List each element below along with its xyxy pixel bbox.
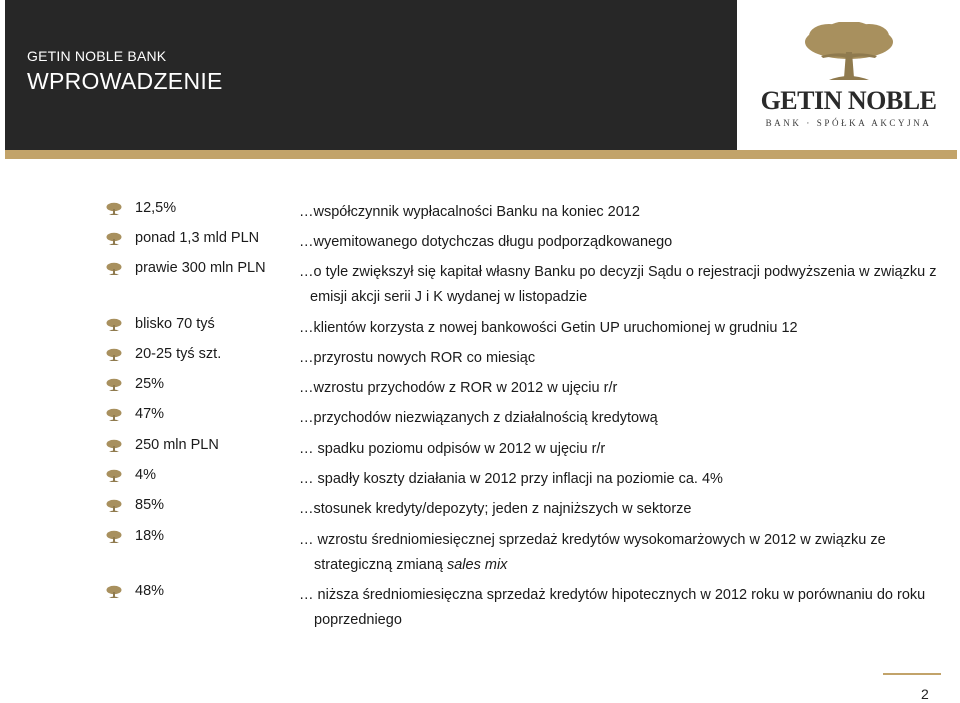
item-value: 20-25 tyś szt.: [135, 346, 222, 362]
description-line: …klientów korzysta z nowej bankowości Getin UP uruchomionej w grudniu 12: [299, 320, 798, 336]
item-value: 85%: [135, 497, 165, 513]
item-description: [299, 200, 939, 225]
item-value: 12,5%: [135, 200, 177, 216]
description-line: …współczynnik wypłacalności Banku na koniec 2012: [299, 204, 640, 220]
item-description: [299, 316, 939, 341]
description-line: … spadku poziomu odpisów w 2012 w ujęciu r/r: [299, 441, 606, 457]
bank-logo-name: GETIN NOBLE: [760, 86, 937, 115]
item-value: ponad 1,3 mld PLN: [135, 230, 260, 246]
item-value: 250 mln PLN: [135, 437, 219, 453]
tree-bullet-icon: [106, 499, 122, 513]
item-value: 48%: [135, 583, 165, 599]
item-description: [299, 583, 939, 633]
tree-bullet-icon: [106, 378, 122, 392]
description-line: …o tyle zwiększył się kapitał własny Banku po decyzji Sądu o rejestracji podwyższenia w związku z: [299, 264, 937, 280]
footer-accent-line: [883, 673, 941, 675]
tree-bullet-icon: [106, 348, 122, 362]
logo-panel: [737, 0, 960, 150]
description-line: [299, 553, 939, 578]
description-line: … wzrostu średniomiesięcznej sprzedaż kredytów wysokomarżowych w 2012 w związku ze: [299, 532, 886, 548]
description-line: … niższa średniomiesięczna sprzedaż kredytów hipotecznych w 2012 roku w porównaniu do roku: [299, 587, 926, 603]
item-value: 4%: [135, 467, 156, 483]
item-description: [299, 346, 939, 371]
tree-bullet-icon: [106, 262, 122, 276]
description-line: …wzrostu przychodów z ROR w 2012 w ujęciu r/r: [299, 380, 618, 396]
description-line: … spadły koszty działania w 2012 przy inflacji na poziomie ca. 4%: [299, 471, 723, 487]
description-line: emisji akcji serii J i K wydanej w listopadzie: [310, 289, 588, 305]
description-line: …wyemitowanego dotychczas długu podporządkowanego: [299, 234, 673, 250]
item-description: [299, 497, 939, 522]
description-line-text: strategiczną zmianą sales mix: [314, 557, 508, 573]
item-description: [299, 406, 939, 431]
item-value: blisko 70 tyś: [135, 316, 215, 332]
item-description: [299, 437, 939, 462]
tree-bullet-icon: [106, 202, 122, 216]
item-description: [299, 376, 939, 401]
tree-bullet-icon: [106, 469, 122, 483]
item-value: 18%: [135, 528, 165, 544]
header-subtitle: GETIN NOBLE BANK: [27, 48, 167, 64]
tree-bullet-icon: [106, 585, 122, 599]
tree-bullet-icon: [106, 318, 122, 332]
item-description: [299, 528, 939, 578]
description-line: …przychodów niezwiązanych z działalnością kredytową: [299, 410, 658, 426]
item-description: [299, 260, 939, 310]
tree-bullet-icon: [106, 408, 122, 422]
tree-bullet-icon: [106, 439, 122, 453]
slide-header: [5, 0, 737, 150]
header-accent-bar: [5, 150, 957, 159]
tree-bullet-icon: [106, 530, 122, 544]
page-number: 2: [921, 686, 929, 702]
bank-logo-subtitle: BANK · SPÓŁKA AKCYJNA: [765, 118, 932, 128]
description-line: poprzedniego: [314, 612, 402, 628]
description-line: …przyrostu nowych ROR co miesiąc: [299, 350, 536, 366]
description-line: …stosunek kredyty/depozyty; jeden z najniższych w sektorze: [299, 501, 692, 517]
page-title: WPROWADZENIE: [27, 68, 223, 94]
item-value: 25%: [135, 376, 165, 392]
item-value: 47%: [135, 406, 165, 422]
item-value: prawie 300 mln PLN: [135, 260, 266, 276]
tree-bullet-icon: [106, 232, 122, 246]
item-description: [299, 467, 939, 492]
item-description: [299, 230, 939, 255]
tree-logo-icon: [799, 22, 899, 84]
